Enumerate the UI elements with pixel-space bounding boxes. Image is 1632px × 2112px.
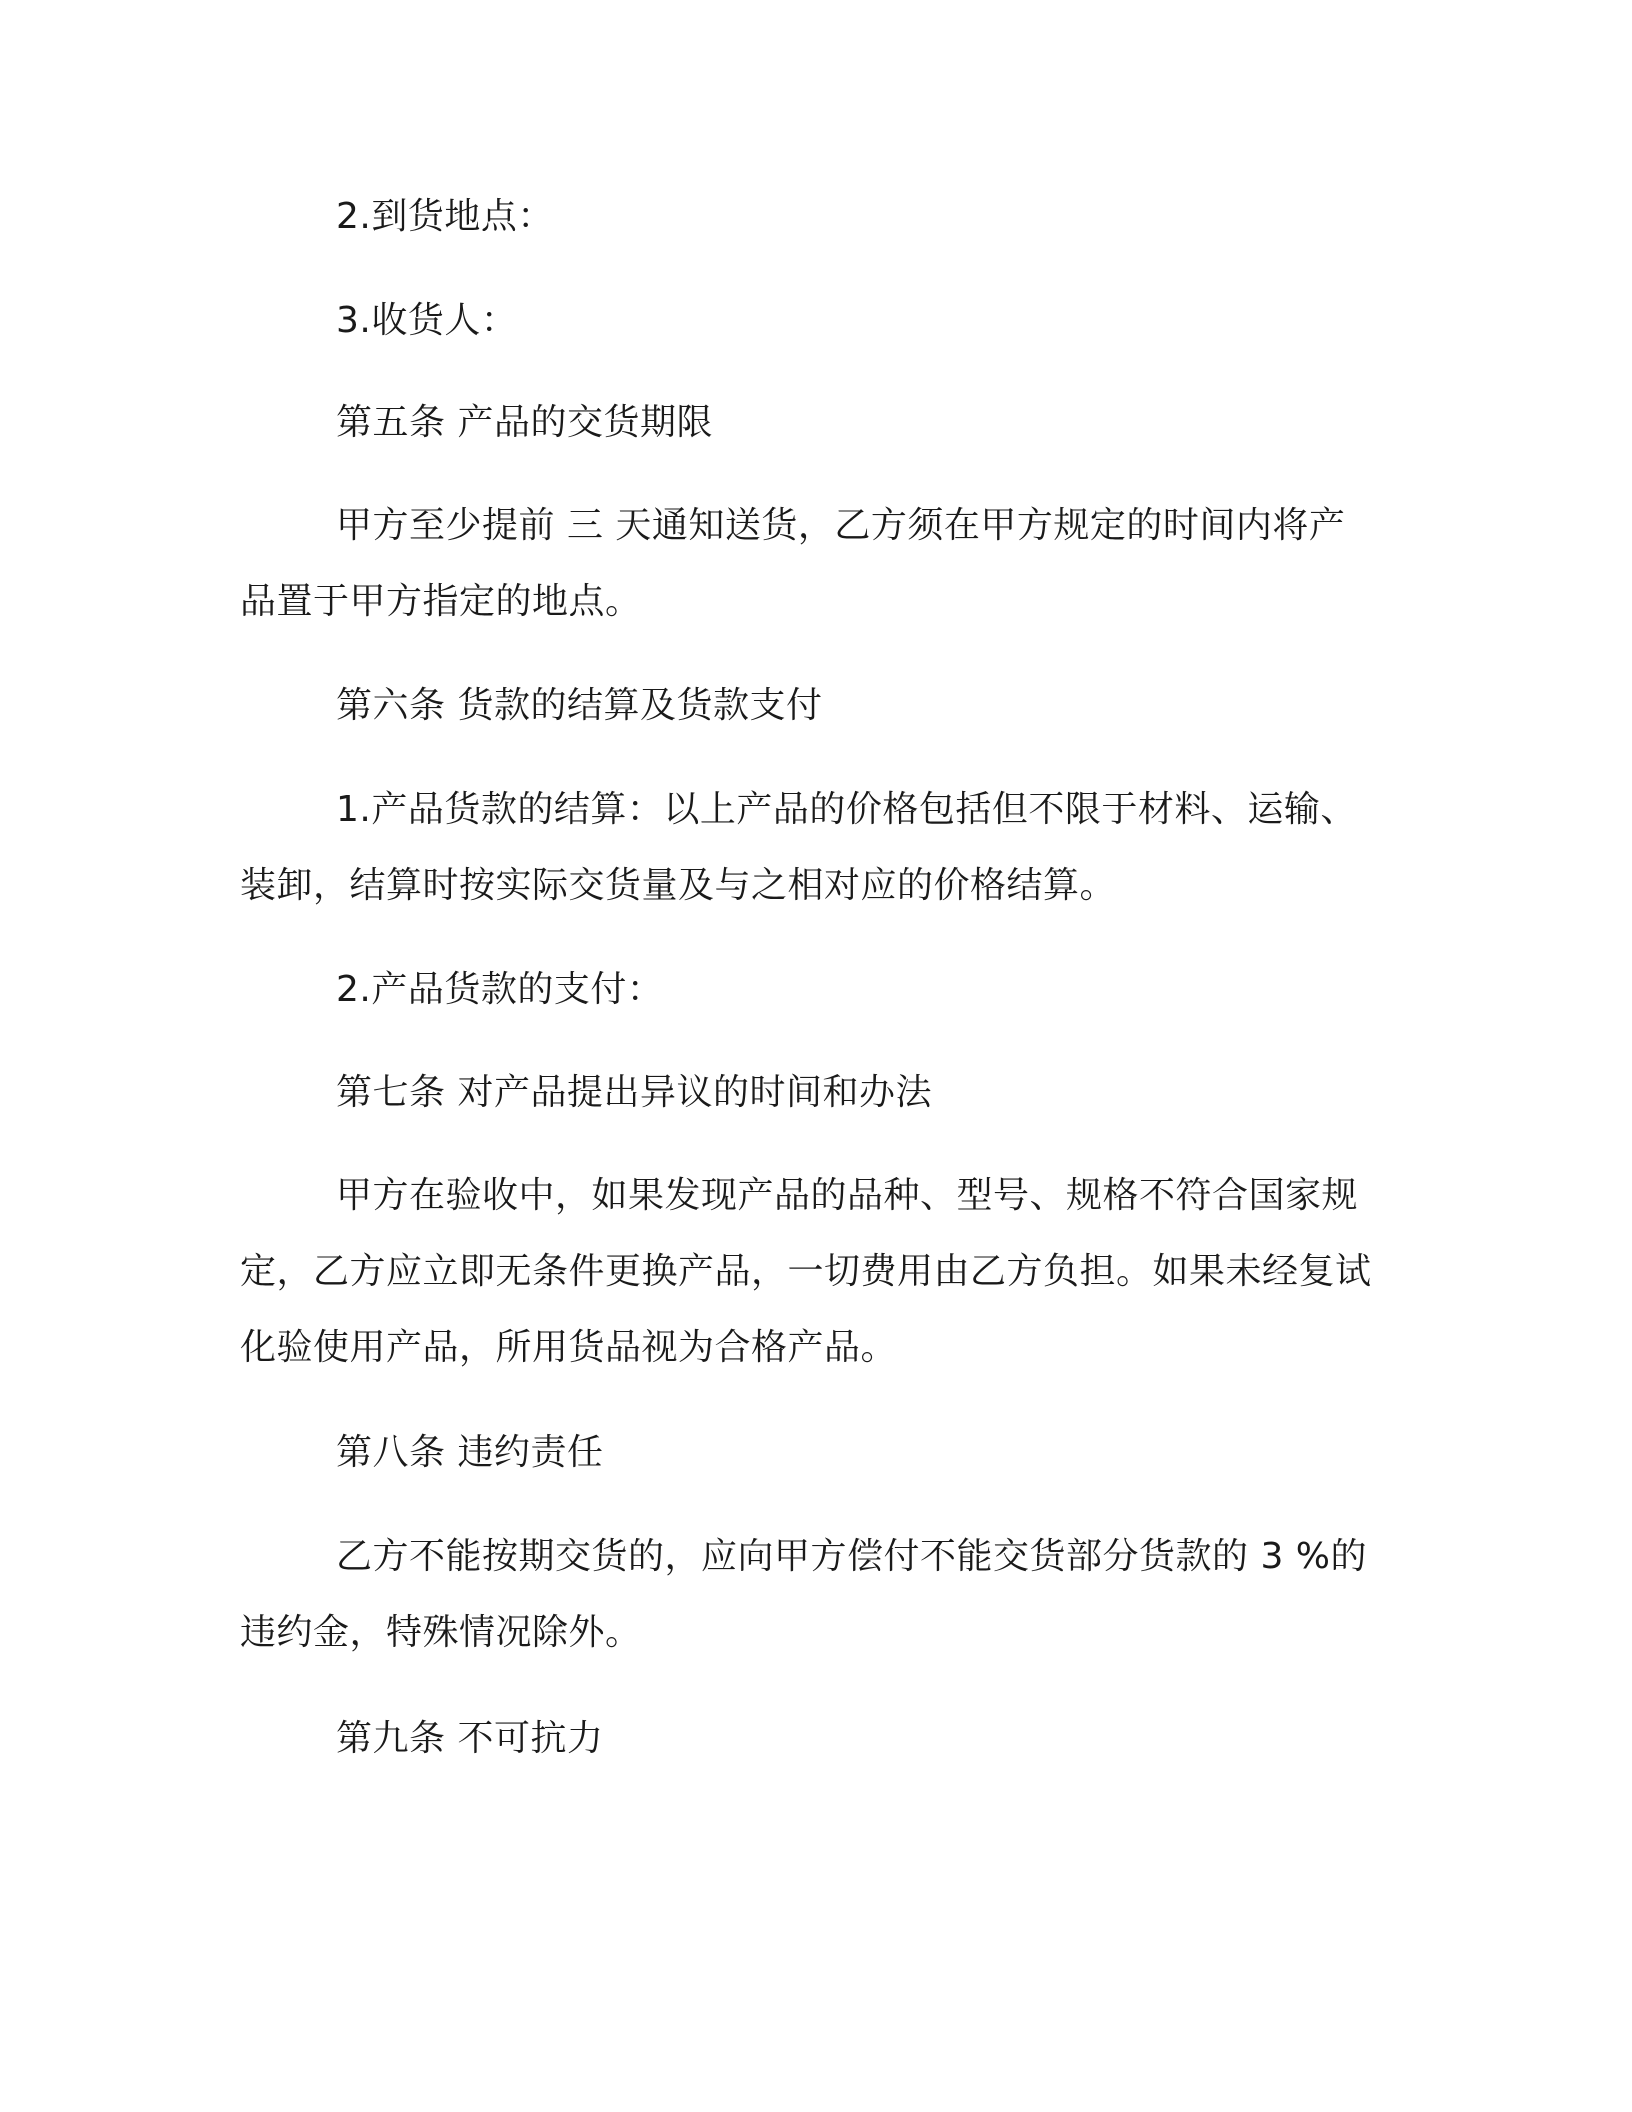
paragraph-consignee: 3.收货人： (336, 300, 518, 341)
paragraph-payment-settlement: 1.产品货款的结算：以上产品的价格包括但不限于材料、运输、装卸，结算时按实际交货量及与之相对应的价格结算。 (240, 789, 1357, 906)
heading-article-9: 第九条 不可抗力 (336, 1718, 604, 1759)
paragraph-breach-liability: 乙方不能按期交货的，应向甲方偿付不能交货部分货款的 3 %的违约金，特殊情况除外。 (240, 1536, 1367, 1653)
paragraph-delivery-deadline: 甲方至少提前 三 天通知送货，乙方须在甲方规定的时间内将产品置于甲方指定的地点。 (240, 505, 1346, 622)
paragraph-delivery-location: 2.到货地点： (336, 196, 554, 237)
heading-article-8: 第八条 违约责任 (336, 1432, 604, 1473)
heading-article-6: 第六条 货款的结算及货款支付 (336, 685, 823, 726)
paragraph-objection-procedure: 甲方在验收中，如果发现产品的品种、型号、规格不符合国家规定，乙方应立即无条件更换产品，一切费用由乙方负担。如果未经复试化验使用产品，所用货品视为合格产品。 (240, 1175, 1372, 1368)
heading-article-5: 第五条 产品的交货期限 (336, 402, 713, 443)
heading-article-7: 第七条 对产品提出异议的时间和办法 (336, 1072, 932, 1113)
paragraph-payment-method: 2.产品货款的支付： (336, 969, 664, 1010)
